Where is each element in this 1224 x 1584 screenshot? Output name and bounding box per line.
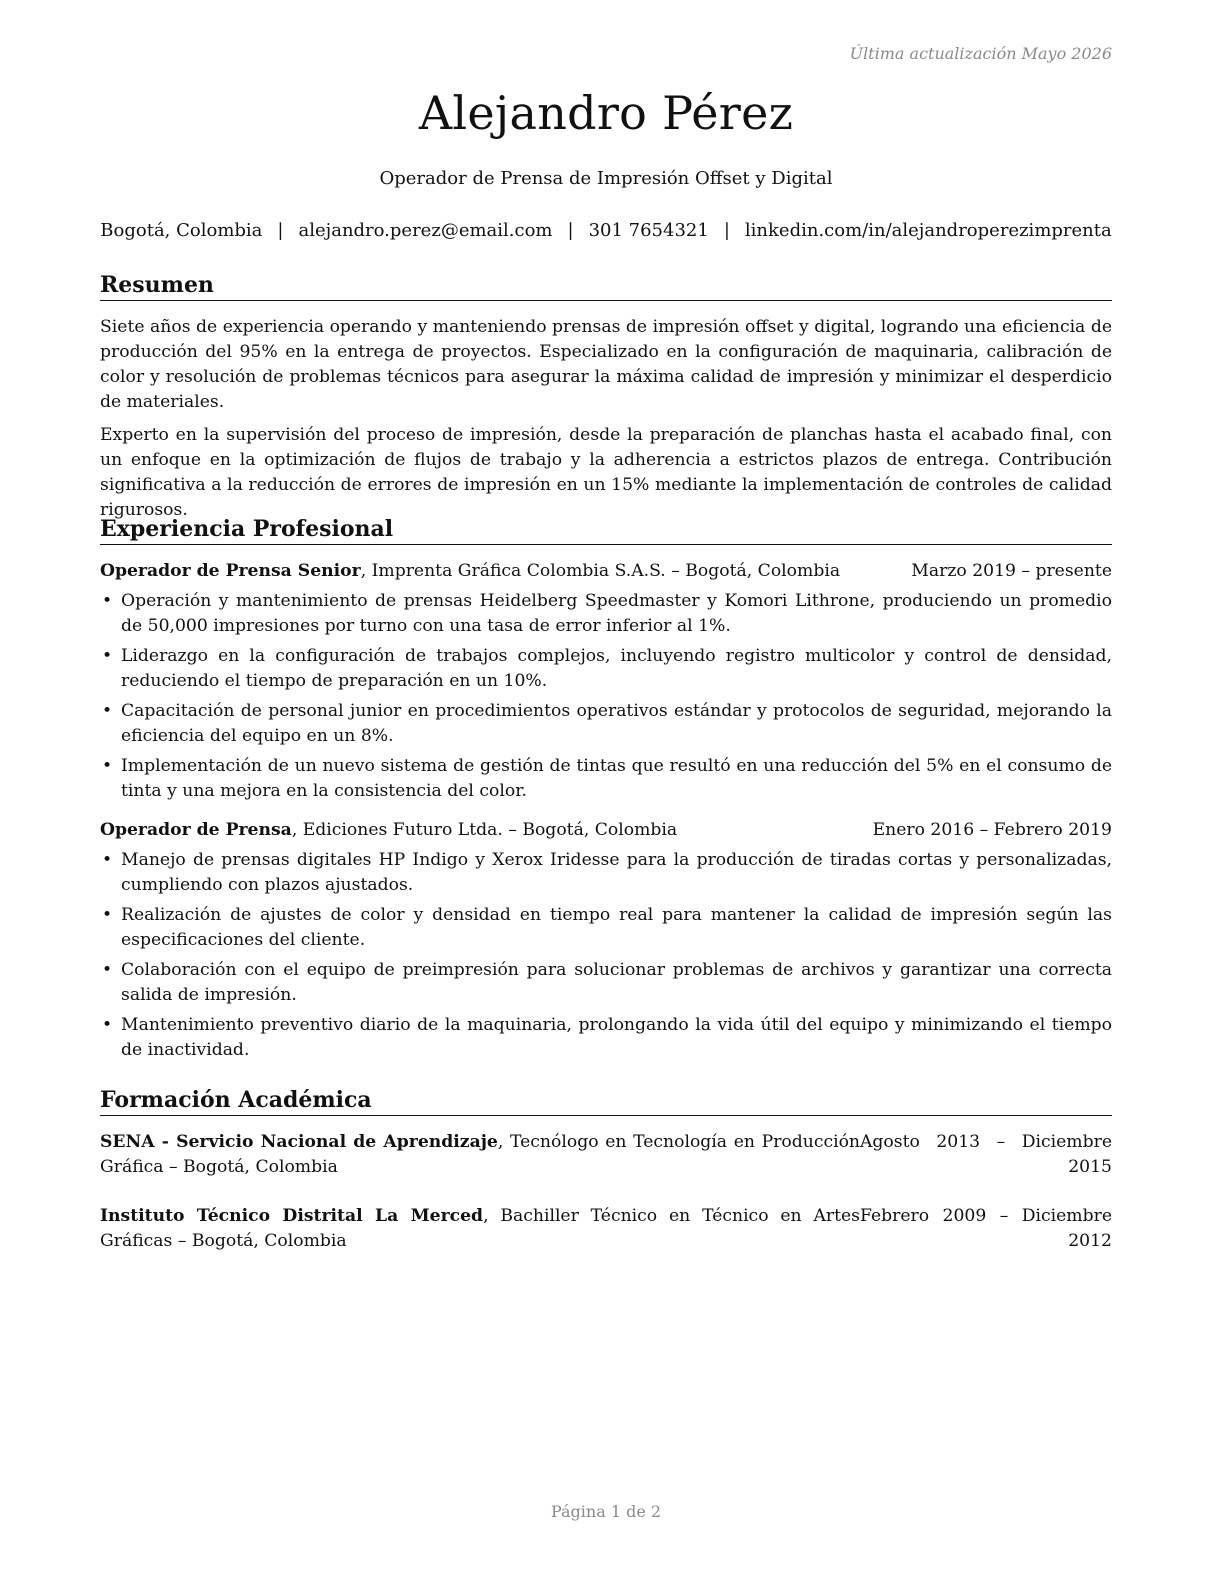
education-dates: Febrero 2009 – Diciembre 2012 — [860, 1206, 1112, 1251]
education-details: , Tecnólogo en Tecnología en Producción Gráfica – Bogotá, Colombia — [100, 1132, 860, 1177]
education-heading: Formación Académica — [100, 1086, 1112, 1116]
contact-separator: | — [567, 220, 574, 241]
job-bullets — [100, 589, 1112, 804]
education-entry — [100, 1130, 1112, 1180]
list-item: • Capacitación de personal junior en procedimientos operativos estándar y protocolos de seguridad, mejorando la eficiencia del equipo en un 8%. — [100, 699, 1112, 749]
job-role: Operador de Prensa Senior — [100, 561, 361, 581]
contact-phone: 301 7654321 — [588, 220, 709, 241]
summary-section — [100, 271, 1112, 523]
page-number: Página 1 de 2 — [550, 1502, 662, 1521]
contact-location: Bogotá, Colombia — [100, 220, 263, 241]
job-role-company — [100, 559, 840, 584]
contact-separator: | — [723, 220, 730, 241]
education-section — [100, 1086, 1112, 1254]
list-item: • Manejo de prensas digitales HP Indigo y Xerox Iridesse para la producción de tiradas cortas y personalizadas, cumpliendo con plazos ajustados. — [100, 848, 1112, 898]
education-institution: Instituto Técnico Distrital La Merced — [100, 1206, 484, 1226]
job-company: , Ediciones Futuro Ltda. – Bogotá, Colombia — [291, 820, 678, 840]
education-dates: Agosto 2013 – Diciembre 2015 — [860, 1132, 1112, 1177]
education-details: , Bachiller Técnico en Técnico en Artes Gráficas – Bogotá, Colombia — [100, 1206, 860, 1251]
job-company: , Imprenta Gráfica Colombia S.A.S. – Bogotá, Colombia — [360, 561, 841, 581]
education-entry — [100, 1204, 1112, 1254]
job-entry — [100, 559, 1112, 804]
job-header — [100, 559, 1112, 584]
education-institution: SENA - Servicio Nacional de Aprendizaje — [100, 1132, 498, 1152]
job-title: Operador de Prensa de Impresión Offset y Digital — [379, 168, 833, 189]
job-bullets — [100, 848, 1112, 1063]
list-item: • Liderazgo en la configuración de trabajos complejos, incluyendo registro multicolor y control de densidad, reduciendo el tiempo de preparación en un 10%. — [100, 644, 1112, 694]
list-item: • Mantenimiento preventivo diario de la maquinaria, prolongando la vida útil del equipo y minimizando el tiempo de inactividad. — [100, 1013, 1112, 1063]
contact-separator: | — [277, 220, 284, 241]
education-institution-block — [100, 1130, 860, 1180]
job-dates: Marzo 2019 – presente — [911, 561, 1112, 581]
resume-page — [100, 0, 1112, 1584]
experience-heading: Experiencia Profesional — [100, 515, 1112, 545]
candidate-name: Alejandro Pérez — [418, 86, 794, 140]
summary-paragraph: Siete años de experiencia operando y manteniendo prensas de impresión offset y digital, logrando una eficiencia de producción del 95% en la entrega de proyectos. Especializado en la configuración de maquinaria, calibración de color y resolución de problemas técnicos para asegurar la máxima calidad de impresión y minimizar el desperdicio de materiales. — [100, 317, 1112, 412]
job-role: Operador de Prensa — [100, 820, 292, 840]
contact-email[interactable]: alejandro.perez@email.com — [298, 220, 553, 241]
list-item: • Realización de ajustes de color y densidad en tiempo real para mantener la calidad de impresión según las especificaciones del cliente. — [100, 903, 1112, 953]
list-item: • Implementación de un nuevo sistema de gestión de tintas que resultó en una reducción del 5% en el consumo de tinta y una mejora en la consistencia del color. — [100, 754, 1112, 804]
summary-paragraph: Experto en la supervisión del proceso de impresión, desde la preparación de planchas hasta el acabado final, con un enfoque en la optimización de flujos de trabajo y la adherencia a estrictos plazos de entrega. Contribución significativa a la reducción de errores de impresión en un 15% mediante la implementación de controles de calidad rigurosos. — [100, 425, 1112, 520]
job-dates: Enero 2016 – Febrero 2019 — [872, 820, 1112, 840]
contact-line — [80, 220, 1132, 241]
education-institution-block — [100, 1204, 860, 1254]
last-updated: Última actualización Mayo 2026 — [849, 44, 1112, 63]
job-role-company — [100, 818, 677, 843]
job-entry — [100, 818, 1112, 1063]
job-header — [100, 818, 1112, 843]
experience-section — [100, 515, 1112, 1068]
contact-linkedin[interactable]: linkedin.com/in/alejandroperezimprenta — [744, 220, 1112, 241]
summary-heading: Resumen — [100, 271, 1112, 301]
list-item: • Colaboración con el equipo de preimpresión para solucionar problemas de archivos y garantizar una correcta salida de impresión. — [100, 958, 1112, 1008]
list-item: • Operación y mantenimiento de prensas Heidelberg Speedmaster y Komori Lithrone, produciendo un promedio de 50,000 impresiones por turno con una tasa de error inferior al 1%. — [100, 589, 1112, 639]
